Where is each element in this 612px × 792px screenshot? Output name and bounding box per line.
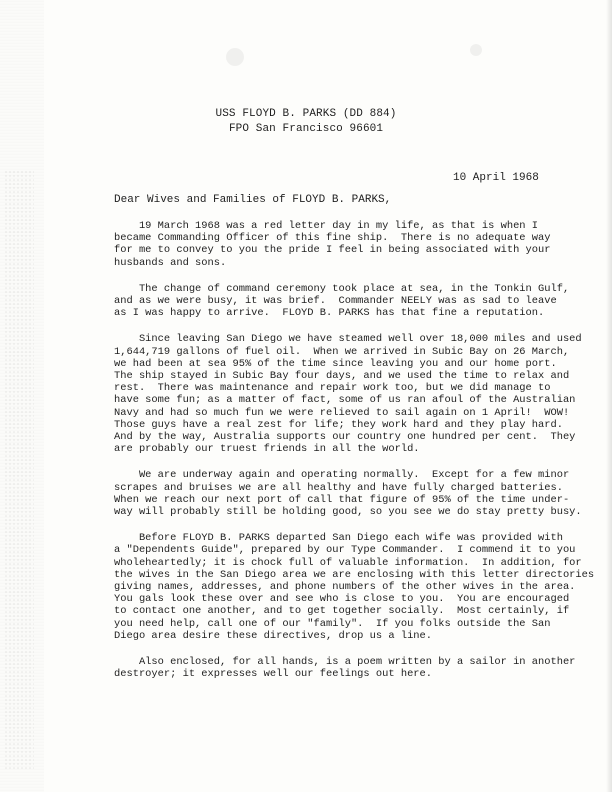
text-line: giving names, addresses, and phone numbers of the other wives in the area. bbox=[114, 581, 576, 594]
scan-edge-noise bbox=[4, 170, 34, 770]
paragraph bbox=[114, 656, 576, 681]
salutation: Dear Wives and Families of FLOYD B. PARKS, bbox=[114, 194, 392, 206]
text-line: husbands and sons. bbox=[114, 256, 227, 269]
text-line: you need help, call one of our "family". If you folks outside the San bbox=[114, 617, 551, 630]
text-line: rest. There was maintenance and repair work too, but we did manage to bbox=[114, 382, 551, 395]
paragraph bbox=[114, 469, 582, 519]
ship-name: USS FLOYD B. PARKS (DD 884) bbox=[215, 108, 397, 120]
paper-smudge bbox=[470, 44, 482, 56]
text-line: destroyer; it expresses well our feelings out here. bbox=[114, 668, 433, 681]
text-line: and as we were busy, it was brief. Commander NEELY was as sad to leave bbox=[114, 295, 557, 308]
text-line: are probably our truest friends in all the world. bbox=[114, 443, 420, 456]
text-line: You gals look these over and see who is close to you. You are encouraged bbox=[114, 593, 570, 606]
text-line: Before FLOYD B. PARKS departed San Diego each wife was provided with bbox=[114, 532, 563, 545]
paragraph bbox=[114, 532, 595, 642]
text-line: 19 March 1968 was a red letter day in my life, as that is when I bbox=[114, 220, 539, 232]
text-line: Since leaving San Diego we have steamed well over 18,000 miles and used bbox=[114, 333, 582, 346]
text-line: we had been at sea 95% of the time since leaving you and our home port. bbox=[114, 357, 557, 370]
text-line: a "Dependents Guide", prepared by our Type Commander. I commend it to you bbox=[114, 544, 576, 557]
letter-date: 10 April 1968 bbox=[453, 172, 539, 184]
text-line: Also enclosed, for all hands, is a poem written by a sailor in another bbox=[114, 656, 576, 669]
paper-smudge bbox=[226, 48, 244, 66]
text-line: We are underway again and operating normally. Except for a few minor bbox=[114, 469, 570, 482]
text-line: Those guys have a real zest for life; they work hard and they play hard. bbox=[114, 418, 563, 431]
text-line: And by the way, Australia supports our country one hundred per cent. They bbox=[114, 431, 576, 444]
paragraph bbox=[114, 333, 582, 456]
text-line: 1,644,719 gallons of fuel oil. When we arrived in Subic Bay on 26 March, bbox=[114, 345, 570, 358]
text-line: When we reach our next port of call that figure of 95% of the time under- bbox=[114, 493, 570, 506]
text-line: the wives in the San Diego area we are enclosing with this letter directories bbox=[114, 568, 595, 581]
letter-body bbox=[114, 220, 595, 681]
text-line: became Commanding Officer of this fine ship. There is no adequate way bbox=[114, 232, 551, 245]
text-line: to contact one another, and to get together socially. Most certainly, if bbox=[114, 605, 570, 618]
ship-address: FPO San Francisco 96601 bbox=[228, 123, 384, 135]
text-line: The ship stayed in Subic Bay four days, and we used the time to relax and bbox=[114, 370, 570, 383]
text-line: way will probably still be holding good, so you see we do stay pretty busy. bbox=[114, 506, 582, 519]
text-line: The change of command ceremony took place at sea, in the Tonkin Gulf, bbox=[114, 282, 570, 295]
paragraph bbox=[114, 283, 570, 320]
text-line: as I was happy to arrive. FLOYD B. PARKS has that fine a reputation. bbox=[114, 307, 545, 320]
text-line: Diego area desire these directives, drop us a line. bbox=[114, 629, 433, 642]
letterhead bbox=[0, 107, 612, 137]
text-line: Navy and had so much fun we were relieved to sail again on 1 April! WOW! bbox=[114, 406, 570, 419]
text-line: scrapes and bruises we are all healthy and have fully charged batteries. bbox=[114, 481, 563, 494]
text-line: wholeheartedly; it is chock full of valuable information. In addition, for bbox=[114, 556, 582, 569]
text-line: for me to convey to you the pride I feel in being associated with your bbox=[114, 244, 551, 257]
paragraph bbox=[114, 220, 570, 269]
text-line: have some fun; as a matter of fact, some of us ran afoul of the Australian bbox=[114, 394, 576, 407]
